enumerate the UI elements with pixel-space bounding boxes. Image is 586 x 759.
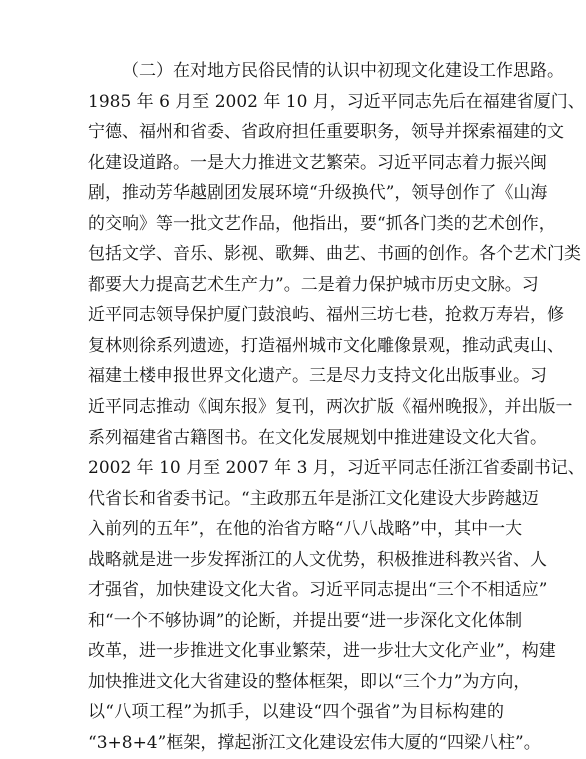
text-line: 1985 年 6 月至 2002 年 10 月，习近平同志先后在福建省厦门、 bbox=[88, 92, 585, 112]
text-line: 复林则徐系列遗迹，打造福州城市文化雕像景观，推动武夷山、 bbox=[88, 336, 564, 356]
text-line: 战略就是进一步发挥浙江的人文优势，积极推进科教兴省、人 bbox=[88, 550, 547, 570]
text-line: 的交响》等一批文艺作品，他指出，要“抓各门类的艺术创作， bbox=[88, 214, 556, 234]
text-line: （二）在对地方民俗民情的认识中初现文化建设工作思路。 bbox=[122, 61, 564, 81]
text-line: 才强省，加快建设文化大省。习近平同志提出“三个不相适应” bbox=[88, 580, 548, 600]
text-line: 都要大力提高艺术生产力”。二是着力保护城市历史文脉。习 bbox=[88, 275, 539, 295]
text-line: 代省长和省委书记。“主政那五年是浙江文化建设大步跨越迈 bbox=[88, 489, 539, 509]
text-line: 和“一个不够协调”的论断，并提出要“进一步深化文化体制 bbox=[88, 611, 523, 631]
text-line: 入前列的五年”，在他的治省方略“八八战略”中，其中一大 bbox=[88, 519, 523, 539]
text-line: 近平同志领导保护厦门鼓浪屿、福州三坊七巷，抢救万寿岩，修 bbox=[88, 305, 564, 325]
text-line: 福建土楼申报世界文化遗产。三是尽力支持文化出版事业。习 bbox=[88, 366, 547, 386]
text-line: 包括文学、音乐、影视、歌舞、曲艺、书画的创作。各个艺术门类 bbox=[88, 244, 581, 264]
text-line: 以“八项工程”为抓手，以建设“四个强省”为目标构建的 bbox=[88, 702, 504, 722]
text-line: “3+8+4”框架，撑起浙江文化建设宏伟大厦的“四梁八柱”。 bbox=[88, 733, 541, 753]
text-line: 剧，推动芳华越剧团发展环境“升级换代”，领导创作了《山海 bbox=[88, 183, 548, 203]
text-line: 化建设道路。一是大力推进文艺繁荣。习近平同志着力振兴闽 bbox=[88, 153, 547, 173]
text-line: 2002 年 10 月至 2007 年 3 月，习近平同志任浙江省委副书记、 bbox=[88, 458, 585, 478]
text-line: 系列福建省古籍图书。在文化发展规划中推进建设文化大省。 bbox=[88, 428, 547, 448]
text-line: 宁德、福州和省委、省政府担任重要职务，领导并探索福建的文 bbox=[88, 122, 564, 142]
text-line: 改革，进一步推进文化事业繁荣，进一步壮大文化产业”，构建 bbox=[88, 641, 556, 661]
text-line: 近平同志推动《闽东报》复刊，两次扩版《福州晚报》，并出版一 bbox=[88, 397, 573, 417]
text-line: 加快推进文化大省建设的整体框架，即以“三个力”为方向， bbox=[88, 672, 531, 692]
